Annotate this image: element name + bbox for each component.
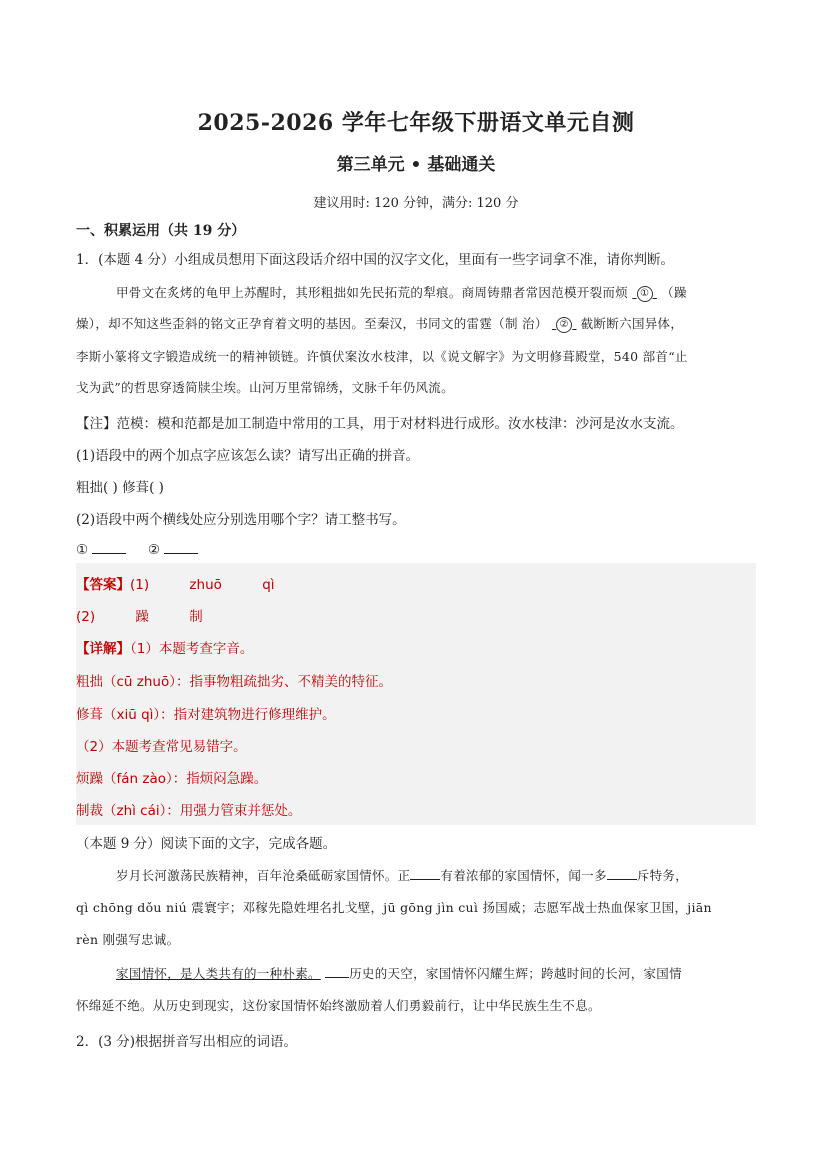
passage2-line-4 — [116, 964, 682, 982]
detail-line-2: 粗拙（cū zhuō）：指事物粗疏拙劣、不精美的特征。 — [76, 674, 392, 690]
blank-2-marker: ② — [556, 317, 572, 333]
passage-text: 斥特务， — [636, 868, 689, 883]
note-text: 【注】范模：模和范都是加工制造中常用的工具，用于对材料进行成形。汝水枝津：沙河是汝水支流。 — [76, 416, 684, 432]
passage-blank — [325, 965, 349, 978]
detail-line-5: 烦躁（fán zào）：指烦闷急躁。 — [76, 771, 268, 787]
detail-line-1 — [76, 637, 253, 657]
answer-blank-1 — [92, 541, 126, 554]
blank-label-2: ② — [147, 542, 160, 558]
passage-blank — [410, 867, 440, 880]
passage-text: 岁月长河激荡民族精神，百年沧桑砥砺家国情怀。正 — [116, 868, 411, 883]
answer-label: 【答案】 — [76, 577, 130, 593]
blank-2 — [552, 316, 577, 331]
blank-1-marker: ① — [637, 286, 653, 302]
passage-line-1 — [116, 283, 687, 302]
sub-question-2-answer-line — [76, 541, 198, 558]
sub-question-1-answer-line: 粗拙( ) 修葺( ) — [76, 480, 164, 496]
passage-text: 甲骨文在炙烤的龟甲上苏醒时，其形粗拙如先民拓荒的犁痕。商周铸鼎者常因范模开裂而烦 — [116, 285, 629, 300]
question-2-intro: （本题 9 分）阅读下面的文字，完成各题。 — [76, 836, 337, 852]
underlined-sentence: 家国情怀，是人类共有的一种朴素。 — [116, 966, 321, 981]
answer-value: qì — [262, 577, 275, 593]
answer-value: 制 — [189, 609, 203, 625]
passage-line-2 — [76, 314, 683, 333]
passage-text: 历史的天空，家国情怀闪耀生辉；跨越时间的长河，家国情 — [349, 966, 682, 981]
detail-text: （1）本题考查字音。 — [130, 641, 254, 657]
answer-blank-2 — [164, 541, 198, 554]
time-score-info: 建议用时: 120 分钟，满分: 120 分 — [313, 196, 519, 211]
document-title: 2025-2026 学年七年级下册语文单元自测 — [197, 110, 635, 136]
answer-line-1 — [76, 573, 275, 593]
answer-num: (2) — [76, 609, 96, 625]
passage-line-4: 戈为武”的哲思穿透简牍尘埃。山河万里常锦绣，文脉千年仍风流。 — [76, 380, 454, 395]
question-1-stem: 1．(本题 4 分）小组成员想用下面这段话介绍中国的汉字文化，里面有一些字词拿不准，请你判断。 — [76, 252, 675, 268]
blank-1 — [632, 285, 657, 300]
passage2-line-1 — [116, 866, 688, 884]
section-heading: 一、积累运用（共 19 分） — [76, 223, 246, 239]
passage2-line-2: qì chōng dǒu niú 震寰宇；邓稼先隐姓埋名扎戈壁，jū gōng jìn cuì 扬国威；志愿军战士热血保家卫国，jiān — [76, 900, 712, 915]
passage-text: 有着浓郁的家国情怀，闻一多 — [440, 868, 607, 883]
answer-line-2 — [76, 605, 203, 625]
sub-question-2: (2)语段中两个横线处应分别选用哪个字？请工整书写。 — [76, 512, 406, 528]
detail-line-6: 制裁（zhì cái）：用强力管束并惩处。 — [76, 803, 302, 819]
passage-text: 燥），却不知这些歪斜的铭文正孕育着文明的基因。至秦汉，书同文的雷霆（制 治） — [76, 316, 548, 331]
answer-num: (1) — [130, 577, 150, 593]
passage2-line-3: rèn 刚强写忠诚。 — [76, 932, 180, 947]
blank-label-1: ① — [76, 542, 89, 558]
passage-line-3: 李斯小篆将文字锻造成统一的精神锁链。许慎伏案汝水枝津，以《说文解字》为文明修葺殿堂，540 部首“止 — [76, 349, 688, 364]
detail-line-4: （2）本题考查常见易错字。 — [76, 739, 247, 755]
question-2-stem: 2．(3 分)根据拼音写出相应的词语。 — [76, 1034, 298, 1050]
document-subtitle: 第三单元 • 基础通关 — [336, 155, 496, 175]
detail-label: 【详解】 — [76, 641, 130, 657]
detail-line-3: 修葺（xiū qì）：指对建筑物进行修理维护。 — [76, 707, 336, 723]
passage-text: （躁 — [661, 285, 687, 300]
passage2-line-5: 怀绵延不绝。从历史到现实，这份家国情怀始终激励着人们勇毅前行，让中华民族生生不息。 — [76, 998, 601, 1013]
passage-blank — [607, 867, 637, 880]
answer-value: 躁 — [135, 609, 149, 625]
answer-value: zhuō — [189, 577, 222, 593]
sub-question-1: (1)语段中的两个加点字应该怎么读？请写出正确的拼音。 — [76, 448, 420, 464]
passage-text: 截断断六国异体， — [580, 316, 684, 331]
